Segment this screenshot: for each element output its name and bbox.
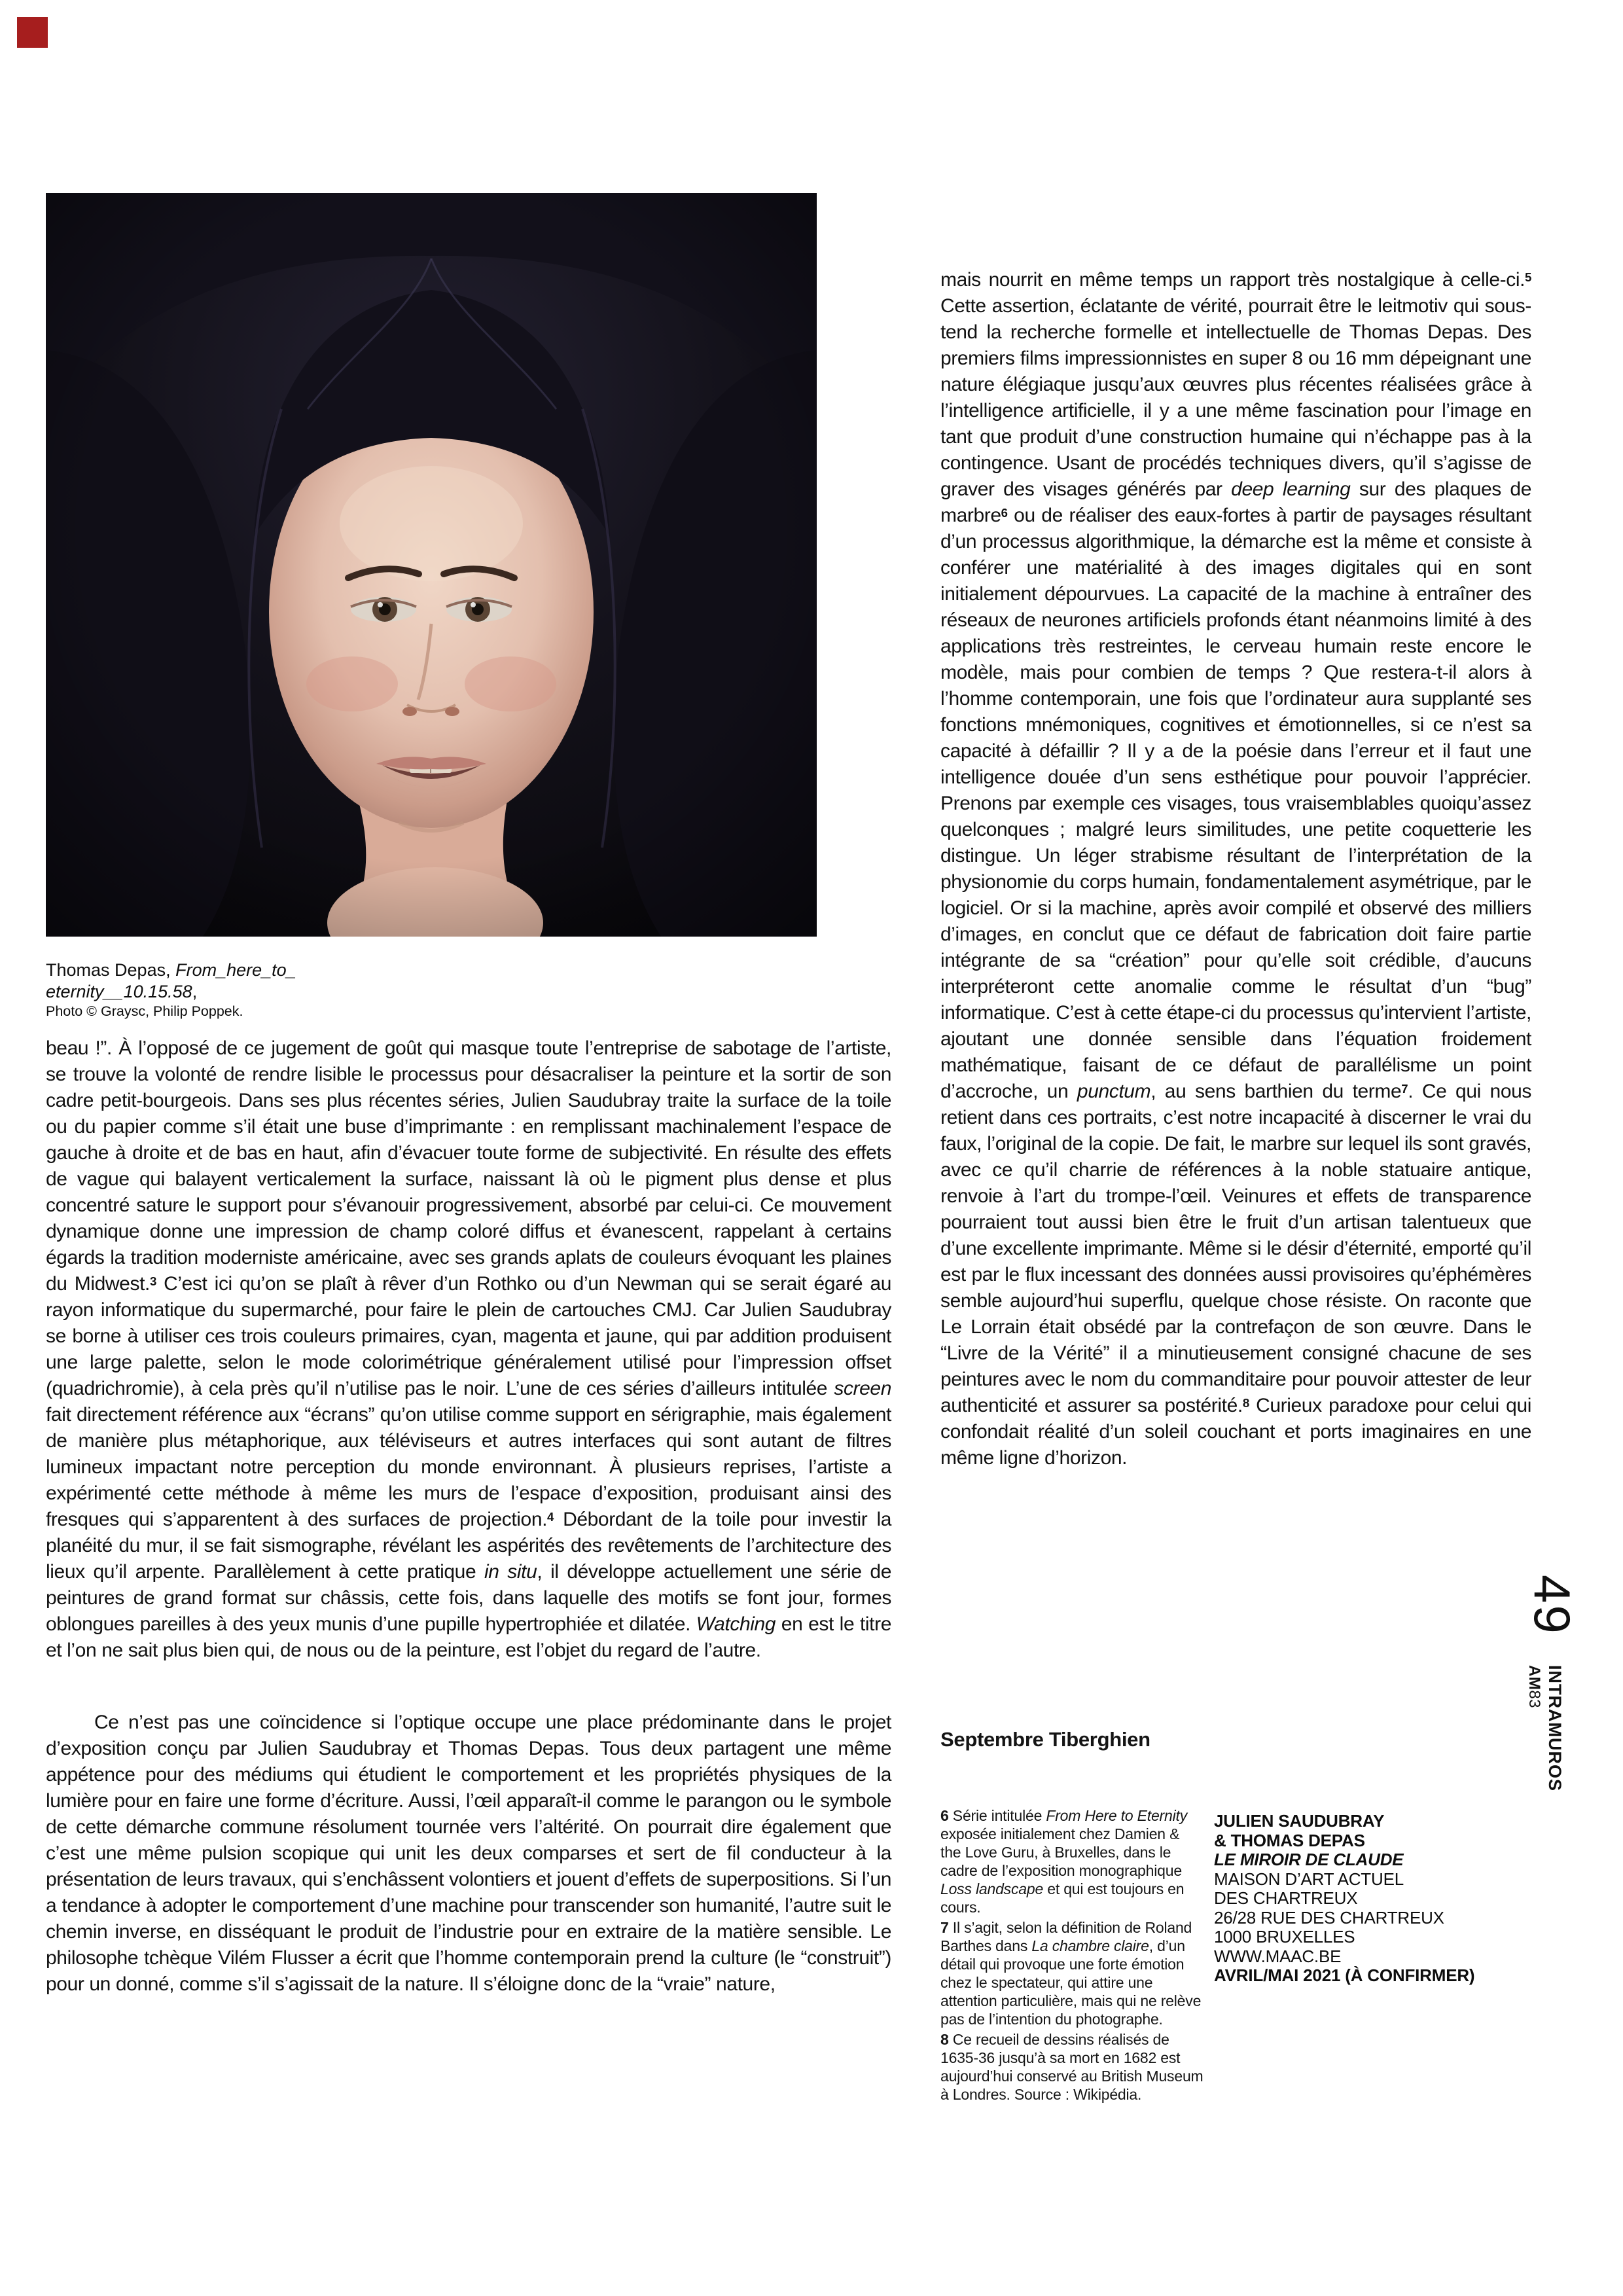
article-paragraph: mais nourrit en même temps un rapport très nostalgique à celle-ci.$^5$ Cette assertion, éclatante de vérité, pourrait être le leitmotiv qui sous-tend la recherche formelle et intellectuelle de Thomas Depas. Des premiers films impressionnistes en super 8 ou 16 mm dépeignant une nature élégiaque jusqu’aux œuvres plus récentes réalisées grâce à l’intelligence artificielle, il y a une même fascination pour l’image en tant que produit d’une construction humaine qui n’échappe pas à la contingence. Usant de procédés techniques divers, qu’il s’agisse de graver des visages générés par deep learning sur des plaques de marbre$^6$ ou de réaliser des eaux-fortes à partir de paysages résultant d’un processus algorithmique, la démarche est la même et consiste à conférer une matérialité à des images digitales qui en sont initialement dépourvues. La capacité de la machine à entraîner des réseaux de neurones artificiels profonds étant néanmoins limité à des applications très restreintes, le cerveau humain reste encore le modèle, mais pour combien de temps ? Que restera-t-il alors à l’homme contemporain, une fois que l’ordinateur aura supplanté ses fonctions mnémoniques, cognitives et émotionnelles, si ce n’est sa capacité à défaillir ? Il y a de la poésie dans l’erreur et il faut une intelligence douée d’un sens esthétique pour pouvoir l’apprécier. Prenons par exemple ces visages, tous vraisemblables quoiqu’assez quelconques ; malgré leurs similitudes, une petite coquetterie les distingue. Un léger strabisme résultant de l’interprétation de la physionomie du corps humain, fondamentalement asymétrique, par le logiciel. Or si la machine, après avoir compilé et observé des milliers d’images, en conclut que ce défaut de fabrication doit faire partie intégrante de sa “création” pour qu’elle soit crédible, d’aucuns interpréteront cette anomalie comme le résultat d’un “bug” informatique. C’est à cette étape-ci du processus qu’intervient l’artiste, ajoutant une donnée sensible dans l’équation froidement mathématique, faisant de ce défaut de parallélisme un point d’accroche, un punctum, au sens barthien du terme$^7$. Ce qui nous retient dans ces portraits, c’est notre incapacité à discerner le vrai du faux, l’original de la copie. De fait, le marbre sur lequel ils sont gravés, avec ce qu’il charrie de références à la noble statuaire antique, renvoie à l’art du trompe-l’œil. Veinures et effets de transparence pourraient tout aussi bien être le fruit d’un artisan talentueux que d’une excellente imprimante. Même si le désir d’éternité, emporté qu’il est par le flux incessant des données aussi provisoires qu’éphémères semble aujourd’hui superflu, quelque chose résiste. On raconte que Le Lorrain était obsédé par la contrefaçon de son œuvre. Dans le “Livre de la Vérité” il a minutieusement consigné chacune de ses peintures avec le nom du commanditaire pour pouvoir attester de leur authenticité et assurer sa postérité.$^8$ Curieux paradoxe pour celui qui confondait réalité d’un soleil couchant et ports imaginaires en une même ligne d’horizon.: [940, 269, 1532, 1469]
event-line: WWW.MAAC.BE: [1214, 1946, 1342, 1966]
event-line: AVRIL/MAI 2021 (À CONFIRMER): [1214, 1965, 1475, 1985]
edition-label: AM83: [1525, 1665, 1543, 1709]
footnote: 6 Série intitulée From Here to Eternity exposée initialement chez Damien & the Love Guru, à Bruxelles, dans le cadre de l’exposition monographique Loss landscape et qui est toujours en cours.: [940, 1807, 1187, 1916]
caption-line: eternity__10.15.58,: [46, 982, 198, 1001]
event-line: DES CHARTREUX: [1214, 1888, 1358, 1908]
caption-line: Thomas Depas, From_here_to_: [46, 960, 296, 980]
event-line: 1000 BRUXELLES: [1214, 1927, 1355, 1946]
corner-print-mark: [17, 17, 48, 48]
event-details: [1214, 1812, 1554, 1986]
magazine-title: INTRAMUROS: [1545, 1665, 1565, 1791]
footnotes: [940, 1806, 1204, 2106]
author-byline: Septembre Tiberghien: [940, 1728, 1150, 1751]
page-number: 49: [1524, 1575, 1581, 1636]
event-line: LE MIROIR DE CLAUDE: [1214, 1850, 1404, 1869]
event-line: & THOMAS DEPAS: [1214, 1830, 1365, 1850]
caption-credit: Photo © Graysc, Philip Poppek.: [46, 1003, 243, 1019]
footnote: 8 Ce recueil de dessins réalisés de 1635-36 jusqu’à sa mort en 1682 est aujourd’hui conservé au British Museum à Londres. Source : Wikipédia.: [940, 2031, 1204, 2103]
event-line: JULIEN SAUDUBRAY: [1214, 1811, 1385, 1831]
article-paragraph: Ce n’est pas une coïncidence si l’optique occupe une place prédominante dans le projet d’exposition conçu par Julien Saudubray et Thomas Depas. Tous deux partagent une même appétence pour des médiums qui étudient le comportement et les propriétés physiques de la lumière pour en faire une forme d’écriture. Aussi, l’œil apparaît-il comme le parangon ou le symbole de cette démarche commune résolument tournée vers l’altérité. On pourrait dire également que c’est une même pulsion scopique qui unit les deux comparses et sert de fil conducteur à la présentation de leurs travaux, qui s’enchâssent volontiers et jouent d’effets de superpositions. Si l’un a tendance à adopter le comportement d’une machine pour transcender son humanité, l’autre suit le chemin inverse, en disséquant le produit de l’industrie pour en extraire de la matière sensible. Le philosophe tchèque Vilém Flusser a écrit que l’homme contemporain prend la culture (le “construit”) pour un donné, comme s’il s’agissait de la nature. Il s’éloigne donc de la “vraie” nature,: [46, 1712, 891, 1995]
portrait-photo: [46, 193, 817, 937]
footnote: 7 Il s’agit, selon la définition de Roland Barthes dans La chambre claire, d’un détail qui provoque une forte émotion chez le spectateur, qui attire une attention particulière, mais qui ne relève pas de l’intention du photographe.: [940, 1919, 1202, 2028]
left-column: [46, 1035, 891, 1998]
photo-caption: [46, 960, 452, 1020]
event-line: 26/28 RUE DES CHARTREUX: [1214, 1907, 1444, 1928]
right-column: [940, 267, 1531, 1471]
portrait-photo-illustration: [46, 193, 817, 937]
event-line: MAISON D’ART ACTUEL: [1214, 1869, 1404, 1889]
article-paragraph: beau !”. À l’opposé de ce jugement de goût qui masque toute l’entreprise de sabotage de l’artiste, se trouve la volonté de rendre lisible le processus pour désacraliser la peinture et la sortir de son cadre petit-bourgeois. Dans ses plus récentes séries, Julien Saudubray traite la surface de la toile ou du papier comme s’il était une buse d’imprimante : en remplissant machinalement l’espace de gauche à droite et de bas en haut, afin d’évacuer toute forme de subjectivité. En résulte des effets de vague qui balayent verticalement la surface, naissant là où le pigment plus dense et plus concentré sature le support pour s’évanouir progressivement, absorbé par celui-ci. Ce mouvement dynamique donne une impression de champ coloré diffus et évanescent, rappelant à certains égards la tradition moderniste américaine, avec ses grands aplats de couleurs évoquant les plaines du Midwest.$^3$ C’est ici qu’on se plaît à rêver d’un Rothko ou d’un Newman qui se serait égaré au rayon informatique du supermarché, pour faire le plein de cartouches CMJ. Car Julien Saudubray se borne à utiliser ces trois couleurs primaires, cyan, magenta et jaune, qui par addition produisent une large palette, selon le mode colorimétrique généralement utilisé pour l’impression offset (quadrichromie), à cela près qu’il n’utilise pas le noir. L’une de ces séries d’ailleurs intitulée screen fait directement référence aux “écrans” qu’on utilise comme support en sérigraphie, mais également de manière plus métaphorique, aux téléviseurs et autres interfaces qui sont autant de filtres lumineux impactant notre perception du monde environnant. À plusieurs reprises, l’artiste a expérimenté cette méthode à même les murs de l’espace d’exposition, produisant ainsi des fresques qui s’apparentent à des surfaces de projection.$^4$ Débordant de la toile pour investir la planéité du mur, il se fait sismographe, révélant les aspérités des revêtements de l’architecture des lieux qu’il arpente. Parallèlement à cette pratique in situ, il développe actuellement une série de peintures de grand format sur châssis, cette fois, dans laquelle des motifs se font jour, formes oblongues pareilles à des yeux munis d’une pupille hypertrophiée et dilatée. Watching en est le titre et l’on ne sait plus bien qui, de nous ou de la peinture, est l’objet du regard de l’autre.: [46, 1037, 891, 1661]
